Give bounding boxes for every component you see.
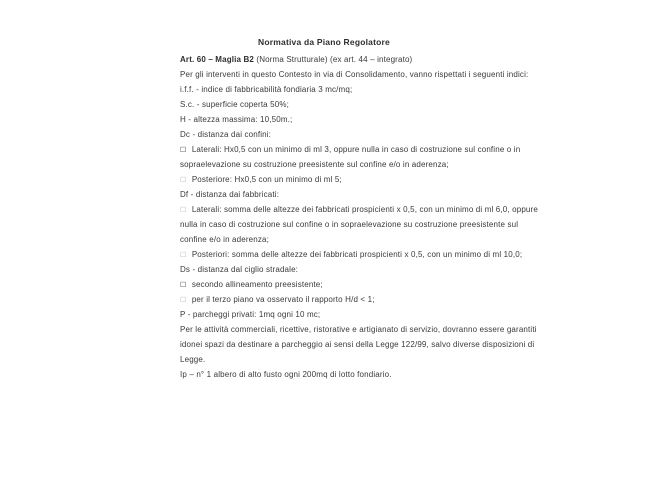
- line-text: Dc - distanza dai confini:: [180, 130, 272, 139]
- checkbox-bullet-icon: ☐: [180, 177, 187, 184]
- line-text: (Norma Strutturale) (ex art. 44 – integrato): [256, 55, 413, 64]
- document-line: [180, 337, 540, 352]
- document-line: [180, 352, 540, 367]
- line-text: Posteriori: somma delle altezze dei fabbricati prospicienti x 0,5, con un minimo di ml 10,0;: [191, 250, 523, 259]
- document-line: [180, 292, 540, 307]
- document-line: [180, 142, 540, 157]
- line-text: per il terzo piano va osservato il rapporto H/d < 1;: [191, 295, 375, 304]
- line-text: Per le attività commerciali, ricettive, ristorative e artigianato di servizio, dovranno essere garantiti: [180, 325, 537, 334]
- line-text: confine e/o in aderenza;: [180, 235, 269, 244]
- document-line: [180, 232, 540, 247]
- document-line: [180, 52, 540, 67]
- document-line: [180, 367, 540, 382]
- document-line: [180, 217, 540, 232]
- line-text: H - altezza massima: 10,50m.;: [180, 115, 293, 124]
- document-line: [180, 202, 540, 217]
- line-text: P - parcheggi privati: 1mq ogni 10 mc;: [180, 310, 321, 319]
- checkbox-bullet-icon: ☐: [180, 252, 187, 259]
- line-bold-text: Art. 60 – Maglia B2: [180, 55, 254, 64]
- document-title: Normativa da Piano Regolatore: [258, 37, 390, 47]
- document-line: [180, 277, 540, 292]
- document-line: [180, 157, 540, 172]
- line-text: secondo allineamento preesistente;: [191, 280, 323, 289]
- line-text: Per gli interventi in questo Contesto in via di Consolidamento, vanno rispettati i seguenti indici:: [180, 70, 529, 79]
- checkbox-bullet-icon: ☐: [180, 297, 187, 304]
- document-line: [180, 82, 540, 97]
- line-text: sopraelevazione su costruzione preesistente sul confine e/o in aderenza;: [180, 160, 449, 169]
- checkbox-bullet-icon: ☐: [180, 207, 187, 214]
- document-line: [180, 247, 540, 262]
- document-line: [180, 172, 540, 187]
- document-line: [180, 307, 540, 322]
- checkbox-bullet-icon: ☐: [180, 147, 187, 154]
- document-line: [180, 97, 540, 112]
- document-line: [180, 187, 540, 202]
- line-text: i.f.f. - indice di fabbricabilità fondiaria 3 mc/mq;: [180, 85, 353, 94]
- line-text: Laterali: Hx0,5 con un minimo di ml 3, oppure nulla in caso di costruzione sul confine o in: [191, 145, 521, 154]
- line-text: Df - distanza dai fabbricati:: [180, 190, 280, 199]
- line-text: Ip – n° 1 albero di alto fusto ogni 200mq di lotto fondiario.: [180, 370, 392, 379]
- document-line: [180, 112, 540, 127]
- line-text: S.c. - superficie coperta 50%;: [180, 100, 289, 109]
- line-text: Legge.: [180, 355, 206, 364]
- document-body: [180, 52, 540, 382]
- line-text: idonei spazi da destinare a parcheggio ai sensi della Legge 122/99, salvo diverse disposizioni di: [180, 340, 535, 349]
- line-text: nulla in caso di costruzione sul confine o in sopraelevazione su costruzione preesistente sul: [180, 220, 519, 229]
- line-text: Ds - distanza dal ciglio stradale:: [180, 265, 299, 274]
- document-line: [180, 127, 540, 142]
- document-line: [180, 67, 540, 82]
- line-text: Laterali: somma delle altezze dei fabbricati prospicienti x 0,5, con un minimo di ml 6,0, oppure: [191, 205, 538, 214]
- checkbox-bullet-icon: ☐: [180, 282, 187, 289]
- line-text: Posteriore: Hx0,5 con un minimo di ml 5;: [191, 175, 342, 184]
- document-line: [180, 262, 540, 277]
- document-line: [180, 322, 540, 337]
